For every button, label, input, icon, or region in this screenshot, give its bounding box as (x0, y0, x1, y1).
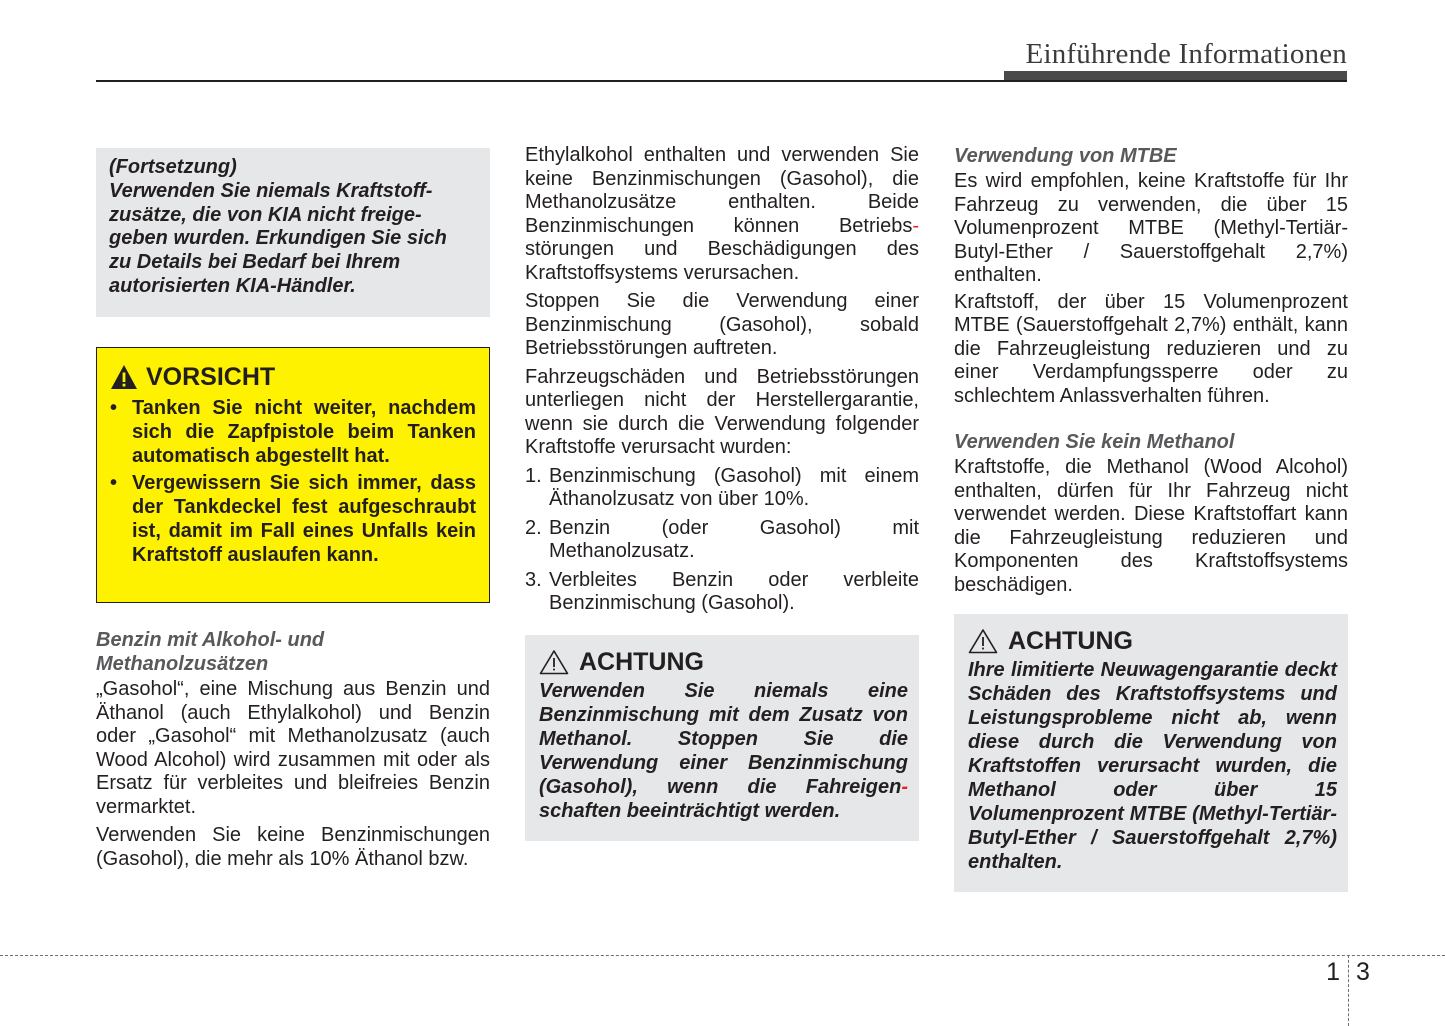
continuation-line: geben wurden. Erkundigen Sie sich (109, 227, 447, 250)
paragraph: „Gasohol“, eine Mischung aus Benzin und Äthanol (auch Ethylalkohol) und Benzin oder „Gasohol“ mit Methanolzusatz (auch Wood Alcohol) wird zusammen mit oder als Ersatz für verbleites und bleifreies Benzin vermarktet. (96, 678, 490, 818)
bullet: • (110, 397, 118, 419)
header-rule (96, 80, 1347, 82)
continuation-line: Verwenden Sie niemals Kraftstoff- (109, 179, 433, 202)
paragraph (525, 144, 919, 285)
footer-divider (0, 955, 1445, 956)
list-number: 3. (525, 568, 542, 591)
caution-title-text: ACHTUNG (579, 647, 704, 676)
alcohol-section (96, 628, 490, 876)
paragraph: Kraftstoff, der über 15 Volumenprozent MTBE (Sauerstoffgehalt 2,7%) enthält, kann die Fahrzeugleistung reduzieren und zu einer Verdampfungssperre oder zu schlechtem Anlassverhalten führen. (954, 290, 1348, 407)
page-number: 3 (1356, 958, 1370, 986)
middle-text (525, 144, 919, 621)
warning-title-text: VORSICHT (146, 362, 276, 391)
fuel-list-item (525, 569, 919, 616)
paragraph-text: Ethylalkohol enthalten und verwenden Sie keine Benzinmischungen (Gasohol), die Methanolzusätze enthalten. Beide Benzinmischungen können Betriebs (525, 144, 919, 237)
warning-title (110, 362, 476, 392)
caution-icon (968, 628, 998, 654)
caution-text-part: Verwenden Sie niemals eine Benzinmischung mit dem Zusatz von Methanol. Stoppen Sie die Verwendung einer Benzinmischung (Gasohol), wenn die Fahreigen (539, 680, 908, 798)
caution-title-text: ACHTUNG (1008, 626, 1133, 655)
warning-icon (110, 364, 138, 390)
continuation-line: (Fortsetzung) (109, 156, 237, 178)
caution-box (954, 614, 1348, 892)
caution-text: Ihre limitierte Neuwagengarantie deckt Schäden des Kraftstoffsystems und Leistungsprobleme nicht ab, wenn diese durch die Verwendung von Kraftstoffen verursacht wurden, die Methanol oder über 15 Volumenprozent MTBE (Methyl-Tertiär-Butyl-Ether / Sauerstoffgehalt 2,7%) enthalten. (968, 659, 1337, 873)
paragraph: Kraftstoffe, die Methanol (Wood Alcohol) enthalten, dürfen für Ihr Fahrzeug nicht verwendet werden. Diese Kraftstoffart kann die Fahrzeugleistung reduzieren und Komponenten des Kraftstoffsystems beschädigen. (954, 456, 1348, 596)
list-number: 2. (525, 516, 542, 539)
subheading: Verwenden Sie kein Methanol (954, 431, 1235, 453)
caution-icon (539, 649, 569, 675)
right-text (954, 144, 1348, 602)
subheading: Verwendung von MTBE (954, 145, 1177, 167)
paragraph: Es wird empfohlen, keine Kraftstoffe für Ihr Fahrzeug zu verwenden, die über 15 Volumenprozent MTBE (Methyl-Tertiär-Butyl-Ether / Sauerstoffgehalt 2,7%) enthalten. (954, 170, 1348, 286)
warning-item-text: Tanken Sie nicht weiter, nachdem sich die Zapfpistole beim Tanken automatisch abgestellt hat. (132, 397, 476, 467)
paragraph: Stoppen Sie die Verwendung einer Benzinmischung (Gasohol), sobald Betriebsstörungen auftreten. (525, 290, 919, 359)
paragraph: Verwenden Sie keine Benzinmischungen (Gasohol), die mehr als 10% Äthanol bzw. (96, 824, 490, 870)
warning-box (96, 347, 490, 603)
warning-list-item (110, 471, 476, 567)
hyphen: - (901, 776, 908, 798)
caution-text-part: schaften beeinträchtigt werden. (539, 800, 841, 822)
list-text: Verbleites Benzin oder verbleite Benzinmischung (Gasohol). (549, 568, 919, 614)
fuel-list-item (525, 517, 919, 564)
fuel-list (525, 465, 919, 616)
list-text: Benzinmischung (Gasohol) mit einem Äthanolzusatz von über 10%. (549, 464, 919, 510)
subheading: Benzin mit Alkohol- und Methanolzusätzen (96, 629, 325, 675)
paragraph: Fahrzeugschäden und Betriebsstörungen unterliegen nicht der Herstellergarantie, wenn sie durch die Verwendung folgender Kraftstoffe verursacht wurden: (525, 365, 919, 458)
warning-list-item (110, 396, 476, 468)
caution-title (968, 626, 1337, 656)
bullet: • (110, 472, 118, 494)
fuel-list-item (525, 465, 919, 512)
continuation-line: zusätze, die von KIA nicht freige- (109, 203, 422, 226)
continuation-box (96, 148, 490, 317)
list-text: Benzin (oder Gasohol) mit Methanolzusatz. (549, 516, 919, 562)
continuation-line: autorisierten KIA-Händler. (109, 274, 356, 297)
hyphen: - (912, 214, 919, 237)
caution-title (539, 647, 908, 677)
section-title: Einführende Informationen (1025, 38, 1347, 70)
continuation-line: zu Details bei Bedarf bei Ihrem (109, 251, 401, 274)
warning-item-text: Vergewissern Sie sich immer, dass der Tankdeckel fest aufgeschraubt ist, damit im Fall eines Unfalls kein Kraftstoff auslaufen kann. (132, 472, 476, 566)
caution-text (539, 679, 908, 823)
chapter-number: 1 (1326, 958, 1340, 986)
list-number: 1. (525, 464, 542, 487)
warning-list (110, 396, 476, 567)
footer-vertical-divider (1348, 955, 1349, 1026)
caution-box (525, 635, 919, 841)
paragraph-text: störungen und Beschädigungen des Kraftstoffsystems verursachen. (525, 238, 919, 284)
